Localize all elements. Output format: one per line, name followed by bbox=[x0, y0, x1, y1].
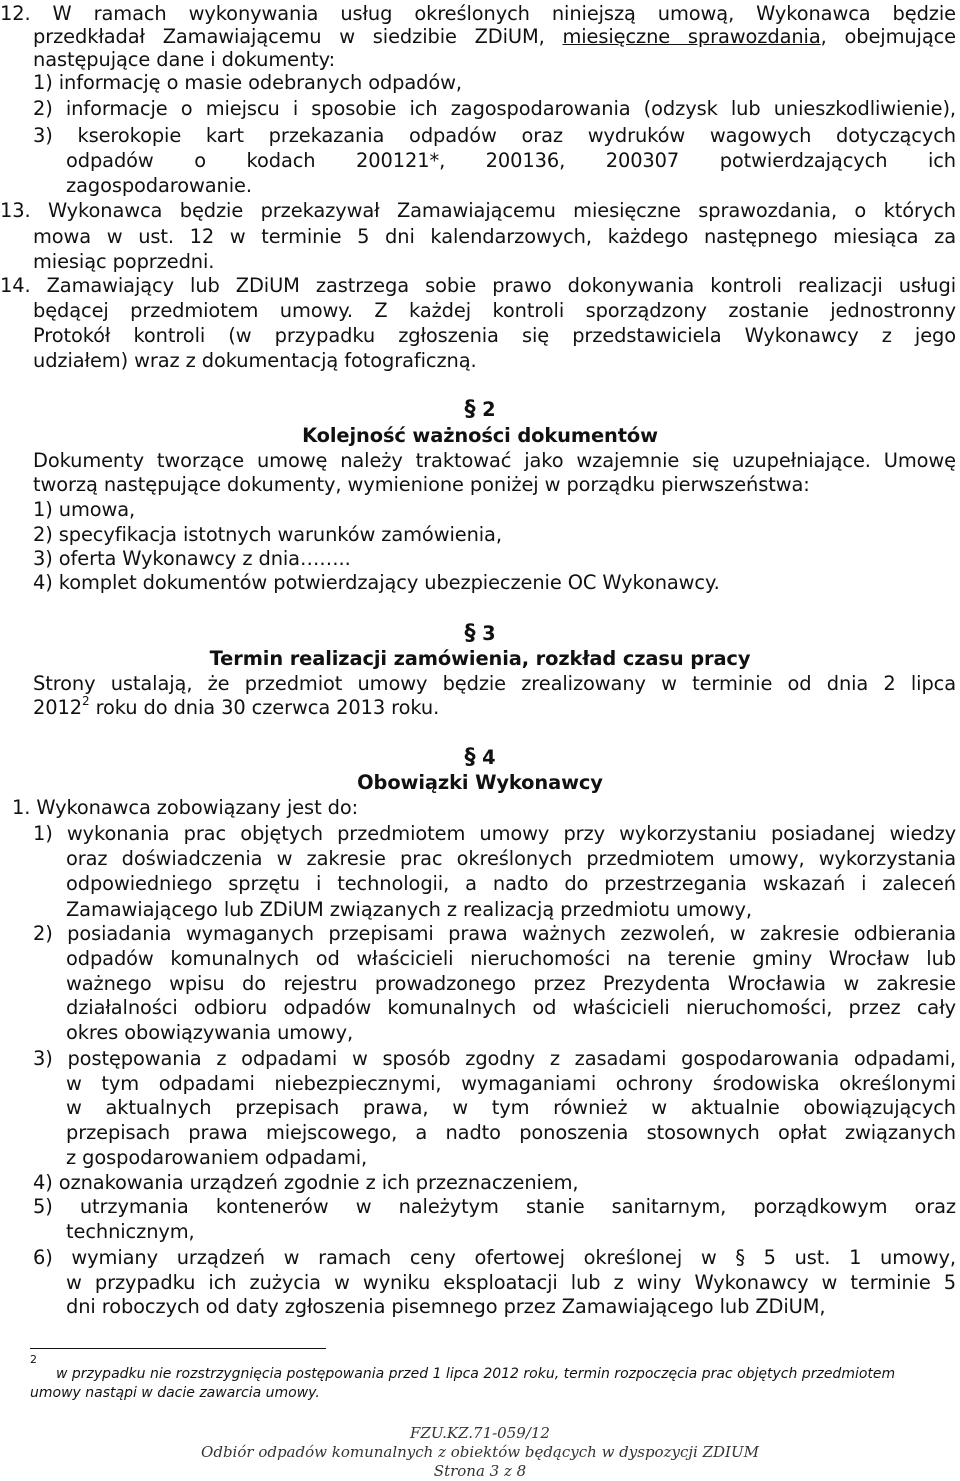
par2-heading: § 2 bbox=[464, 397, 496, 422]
s12-line-2: przedkładał Zamawiającemu w siedzibie ZDiUM, miesięczne sprawozdania, obejmujące bbox=[33, 25, 957, 48]
s14-line-2: będącej przedmiotem umowy. Z każdej kontroli sporządzony zostanie jednostronny bbox=[33, 299, 956, 322]
footer-page-number: Strona 3 z 8 bbox=[433, 1462, 527, 1480]
par4-item-2-cont: ważnego wpisu do rejestru prowadzonego przez Prezydenta Wrocławia w zakresie bbox=[66, 972, 956, 995]
footer-reference: FZU.KZ.71-059/12 bbox=[410, 1424, 550, 1442]
par4-item-3-end: z gospodarowaniem odpadami, bbox=[66, 1146, 368, 1169]
par4-item-2: 2) posiadania wymaganych przepisami prawa ważnych zezwoleń, w zakresie odbierania bbox=[33, 922, 956, 945]
par4-item-1-cont: oraz doświadczenia w zakresie prac określonych przedmiotem umowy, wykorzystania bbox=[66, 847, 956, 870]
par4-item-3-cont: w tym odpadami niebezpiecznymi, wymaganiami ochrony środowiska określonymi bbox=[66, 1072, 956, 1095]
section-sign-icon: § bbox=[464, 745, 476, 770]
par3-line-1: Strony ustalają, że przedmiot umowy będzie zrealizowany w terminie od dnia 2 lipca bbox=[33, 672, 956, 695]
footnote-separator bbox=[30, 1348, 326, 1349]
par3-title: Termin realizacji zamówienia, rozkład czasu pracy bbox=[209, 647, 751, 670]
par4-item-2-cont: odpadów komunalnych od właścicieli nieruchomości na terenie gminy Wrocław lub bbox=[66, 947, 956, 970]
s12-line-3: następujące dane i dokumenty: bbox=[33, 48, 336, 71]
par2-item-1: 1) umowa, bbox=[33, 498, 136, 521]
par4-item-4: 4) oznakowania urządzeń zgodnie z ich przeznaczeniem, bbox=[33, 1171, 579, 1194]
par2-item-3: 3) oferta Wykonawcy z dnia…….. bbox=[33, 547, 351, 570]
par4-heading: § 4 bbox=[464, 745, 496, 770]
par4-intro: 1. Wykonawca zobowiązany jest do: bbox=[12, 796, 359, 819]
par4-item-3: 3) postępowania z odpadami w sposób zgodny z zasadami gospodarowania odpadami, bbox=[33, 1047, 956, 1070]
par4-item-3-cont: przepisach prawa miejscowego, a nadto ponoszenia stosownych opłat związanych bbox=[66, 1121, 956, 1144]
par2-line-1: Dokumenty tworzące umowę należy traktować jako wzajemnie się uzupełniające. Umowę bbox=[33, 449, 956, 472]
footnote-line-1: w przypadku nie rozstrzygnięcia postępowania przed 1 lipca 2012 roku, termin rozpoczęcia prac objętych przedmiotem bbox=[56, 1366, 896, 1382]
section-sign-icon: § bbox=[464, 621, 476, 646]
monthly-reports-link: miesięczne sprawozdania bbox=[562, 25, 821, 48]
s13-line-3: miesiąc poprzedni. bbox=[33, 250, 215, 273]
par4-item-6-cont: w przypadku ich zużycia w wyniku eksploatacji lub z winy Wykonawcy w terminie 5 bbox=[66, 1271, 956, 1294]
par4-item-1-end: Zamawiającego lub ZDiUM związanych z realizacją przedmiotu umowy, bbox=[66, 898, 752, 921]
par4-item-6-end: dni roboczych od daty zgłoszenia pisemnego przez Zamawiającego lub ZDiUM, bbox=[66, 1295, 826, 1318]
par4-item-3-cont: w aktualnych przepisach prawa, w tym również w aktualnie obowiązujących bbox=[66, 1096, 956, 1119]
section-sign-icon: § bbox=[464, 397, 476, 422]
par4-item-2-cont: działalności odbioru odpadów komunalnych od właścicieli nieruchomości, przez cały bbox=[66, 996, 956, 1019]
par2-item-2: 2) specyfikacja istotnych warunków zamówienia, bbox=[33, 523, 502, 546]
par4-item-6: 6) wymiany urządzeń w ramach ceny ofertowej określonej w § 5 ust. 1 umowy, bbox=[33, 1246, 956, 1269]
par4-title: Obowiązki Wykonawcy bbox=[357, 771, 603, 794]
s12-item-1: 1) informację o masie odebranych odpadów, bbox=[33, 71, 462, 94]
s12-item-3-end: zagospodarowanie. bbox=[66, 174, 252, 197]
s12-item-2: 2) informacje o miejscu i sposobie ich zagospodarowania (odzysk lub unieszkodliwienie), bbox=[33, 97, 956, 120]
par4-item-5: 5) utrzymania kontenerów w należytym stanie sanitarnym, porządkowym oraz bbox=[33, 1195, 956, 1218]
s13-line-1: 13. Wykonawca będzie przekazywał Zamawiającemu miesięczne sprawozdania, o których bbox=[0, 199, 956, 222]
footer-title: Odbiór odpadów komunalnych z obiektów będących w dyspozycji ZDIUM bbox=[201, 1443, 759, 1461]
par4-item-5-end: technicznym, bbox=[66, 1220, 195, 1243]
s13-line-2: mowa w ust. 12 w terminie 5 dni kalendarzowych, każdego następnego miesiąca za bbox=[33, 225, 956, 248]
s14-line-3: Protokół kontroli (w przypadku zgłoszenia się przedstawiciela Wykonawcy z jego bbox=[33, 324, 956, 347]
footnote-ref[interactable]: 2 bbox=[81, 694, 90, 708]
s14-line-4: udziałem) wraz z dokumentacją fotograficzną. bbox=[33, 349, 477, 372]
par4-item-1: 1) wykonania prac objętych przedmiotem umowy przy wykorzystaniu posiadanej wiedzy bbox=[33, 822, 956, 845]
par4-item-2-end: okres obowiązywania umowy, bbox=[66, 1021, 354, 1044]
par2-line-2: tworzą następujące dokumenty, wymienione poniżej w porządku pierwszeństwa: bbox=[33, 473, 810, 496]
par2-item-4: 4) komplet dokumentów potwierdzający ubezpieczenie OC Wykonawcy. bbox=[33, 571, 720, 594]
par2-title: Kolejność ważności dokumentów bbox=[302, 424, 658, 447]
s12-item-3-cont: odpadów o kodach 200121*, 200136, 200307 potwierdzających ich bbox=[66, 149, 956, 172]
par4-item-1-cont: odpowiedniego sprzętu i technologii, a nadto do przestrzegania wskazań i zaleceń bbox=[66, 872, 956, 895]
s14-line-1: 14. Zamawiający lub ZDiUM zastrzega sobie prawo dokonywania kontroli realizacji usługi bbox=[0, 274, 956, 297]
s12-line-1: 12. W ramach wykonywania usług określonych niniejszą umową, Wykonawca będzie bbox=[0, 2, 956, 25]
s12-item-3: 3) kserokopie kart przekazania odpadów oraz wydruków wagowych dotyczących bbox=[33, 124, 956, 147]
footnote-marker: 2 bbox=[30, 1353, 37, 1366]
par3-line-2: 2012$^2$ roku do dnia 30 czerwca 2013 roku. bbox=[33, 694, 440, 719]
par3-heading: § 3 bbox=[464, 621, 496, 646]
footnote-line-2: umowy nastąpi w dacie zawarcia umowy. bbox=[30, 1385, 320, 1401]
